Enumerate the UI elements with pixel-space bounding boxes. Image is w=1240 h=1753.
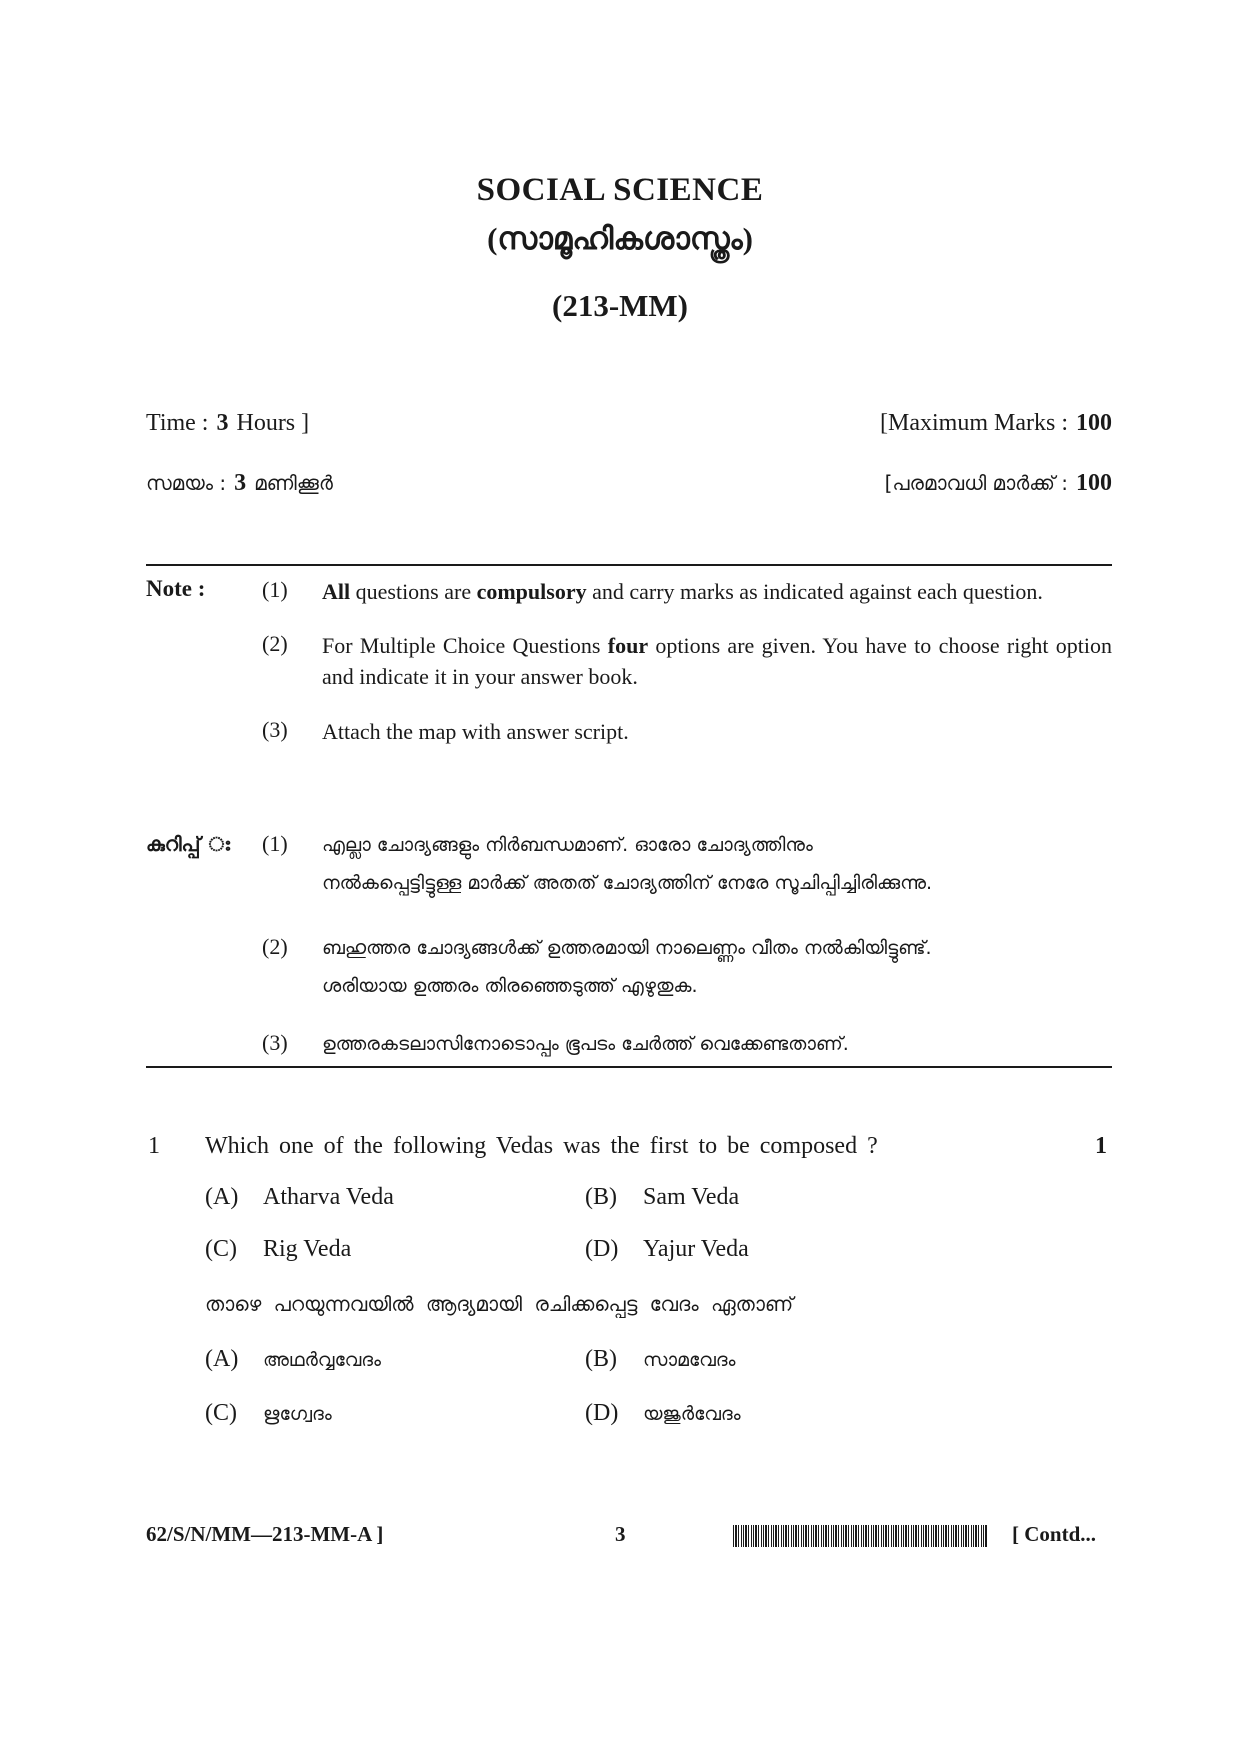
- note-ml-item-3-num: (3): [262, 1030, 288, 1055]
- note-ml-item-2-text: [322, 929, 1112, 1005]
- option-b-malayalam: [585, 1346, 735, 1373]
- footer-paper-code: 62/S/N/MM—213-MM-A ]: [146, 1522, 384, 1546]
- note-item-3-text: Attach the map with answer script.: [322, 719, 629, 744]
- note-ml-item-2-num: (2): [262, 934, 288, 959]
- max-marks-value: 100: [1076, 410, 1112, 436]
- option-b-label: (B): [585, 1184, 617, 1210]
- bottom-divider: [146, 1066, 1112, 1068]
- option-d-ml-text: യജുർവേദം: [643, 1403, 741, 1425]
- option-b-ml-text: സാമവേദം: [643, 1349, 736, 1371]
- max-marks-info: [880, 410, 1112, 437]
- option-a-malayalam: [205, 1346, 381, 1373]
- max-marks-label-ml: [പരമാവധി മാർക്ക് :: [884, 471, 1068, 495]
- option-b: [585, 1184, 739, 1211]
- option-c-text: Rig Veda: [263, 1236, 352, 1262]
- option-d-text: Yajur Veda: [643, 1236, 749, 1262]
- top-divider: [146, 564, 1112, 566]
- option-d-ml-label: (D): [585, 1400, 619, 1426]
- barcode-image: [733, 1525, 987, 1547]
- time-marks-row: [146, 410, 1112, 437]
- option-a-text: Atharva Veda: [263, 1184, 394, 1210]
- time-unit: Hours ]: [236, 410, 310, 436]
- question-marks: 1: [1095, 1133, 1107, 1159]
- option-a-ml-text: അഥർവ്വവേദം: [263, 1349, 382, 1371]
- time-info: [146, 410, 309, 437]
- note-ml-item-1-num: (1): [262, 831, 288, 856]
- question-text-malayalam: താഴെ പറയുന്നവയിൽ ആദ്യമായി രചിക്കപ്പെട്ട വേദം ഏതാണ്: [205, 1292, 794, 1316]
- option-b-ml-label: (B): [585, 1346, 617, 1372]
- max-marks-label: [Maximum Marks :: [880, 410, 1068, 436]
- max-marks-info-malayalam: [885, 470, 1112, 497]
- option-c: [205, 1236, 351, 1263]
- paper-title: SOCIAL SCIENCE: [476, 172, 764, 208]
- note-1-text-b: and carry marks as indicated against each question.: [586, 579, 1043, 604]
- time-label: Time :: [146, 410, 209, 436]
- note-2-text-a: For Multiple Choice Questions: [322, 633, 608, 658]
- time-value-ml: 3: [234, 470, 247, 496]
- option-d-malayalam: [585, 1400, 741, 1427]
- note-item-3-num: (3): [262, 717, 288, 742]
- option-d-label: (D): [585, 1236, 619, 1262]
- note-1-text-a: questions are: [350, 579, 477, 604]
- note-ml-1-line-1: എല്ലാ ചോദ്യങ്ങളും നിർബന്ധമാണ്. ഓരോ ചോദ്യത്തിനും: [322, 834, 813, 856]
- note-label: Note :: [146, 576, 206, 601]
- note-item-2-text: [322, 630, 1112, 692]
- option-c-malayalam: [205, 1400, 332, 1427]
- option-a-ml-label: (A): [205, 1346, 239, 1372]
- time-label-ml: സമയം :: [146, 471, 227, 495]
- note-item-2-num: (2): [262, 631, 288, 656]
- option-a: [205, 1184, 394, 1211]
- option-c-ml-text: ഋഗ്വേദം: [263, 1403, 332, 1425]
- question-number: 1: [148, 1133, 160, 1159]
- time-info-malayalam: [146, 470, 333, 497]
- max-marks-value-ml: 100: [1076, 470, 1112, 496]
- time-unit-ml: മണിക്കൂർ: [254, 471, 333, 495]
- option-c-ml-label: (C): [205, 1400, 237, 1426]
- page-number: 3: [615, 1522, 626, 1546]
- option-a-label: (A): [205, 1184, 239, 1210]
- paper-code: (213-MM): [552, 288, 688, 323]
- option-b-text: Sam Veda: [643, 1184, 740, 1210]
- continued-label: [ Contd...: [1012, 1522, 1097, 1546]
- option-d: [585, 1236, 749, 1263]
- question-text: Which one of the following Vedas was the first to be composed ?: [205, 1133, 878, 1159]
- note-label-malayalam: കുറിപ്പ് ഃ: [146, 832, 230, 856]
- note-1-bold-all: All: [322, 579, 351, 604]
- note-ml-item-3-text: [322, 1025, 1112, 1063]
- time-marks-row-malayalam: [146, 470, 1112, 497]
- note-ml-1-line-2: നൽകപ്പെട്ടിട്ടുള്ള മാർക്ക് അതത് ചോദ്യത്തിന് നേരേ സൂചിപ്പിച്ചിരിക്കുന്നു.: [322, 872, 933, 894]
- paper-title-malayalam: (സാമൂഹികശാസ്ത്രം): [487, 221, 753, 256]
- note-item-1-text: [322, 576, 1112, 607]
- note-2-bold-four: four: [607, 633, 649, 658]
- note-ml-3-line-1: ഉത്തരകടലാസിനോടൊപ്പം ഭൂപടം ചേർത്ത് വെക്കേണ്ടതാണ്.: [322, 1033, 849, 1055]
- note-ml-2-line-1: ബഹുത്തര ചോദ്യങ്ങൾക്ക് ഉത്തരമായി നാലെണ്ണം വീതം നൽകിയിട്ടുണ്ട്.: [322, 937, 932, 959]
- note-2-text-b: options are given. You have to choose right option and indicate it in your answer book.: [322, 633, 1112, 689]
- note-ml-item-1-text: [322, 826, 1112, 902]
- note-item-1-num: (1): [262, 577, 288, 602]
- time-value: 3: [216, 410, 229, 436]
- note-ml-2-line-2: ശരിയായ ഉത്തരം തിരഞ്ഞെടുത്ത് എഴുതുക.: [322, 975, 698, 997]
- note-1-bold-compulsory: compulsory: [476, 579, 587, 604]
- option-c-label: (C): [205, 1236, 237, 1262]
